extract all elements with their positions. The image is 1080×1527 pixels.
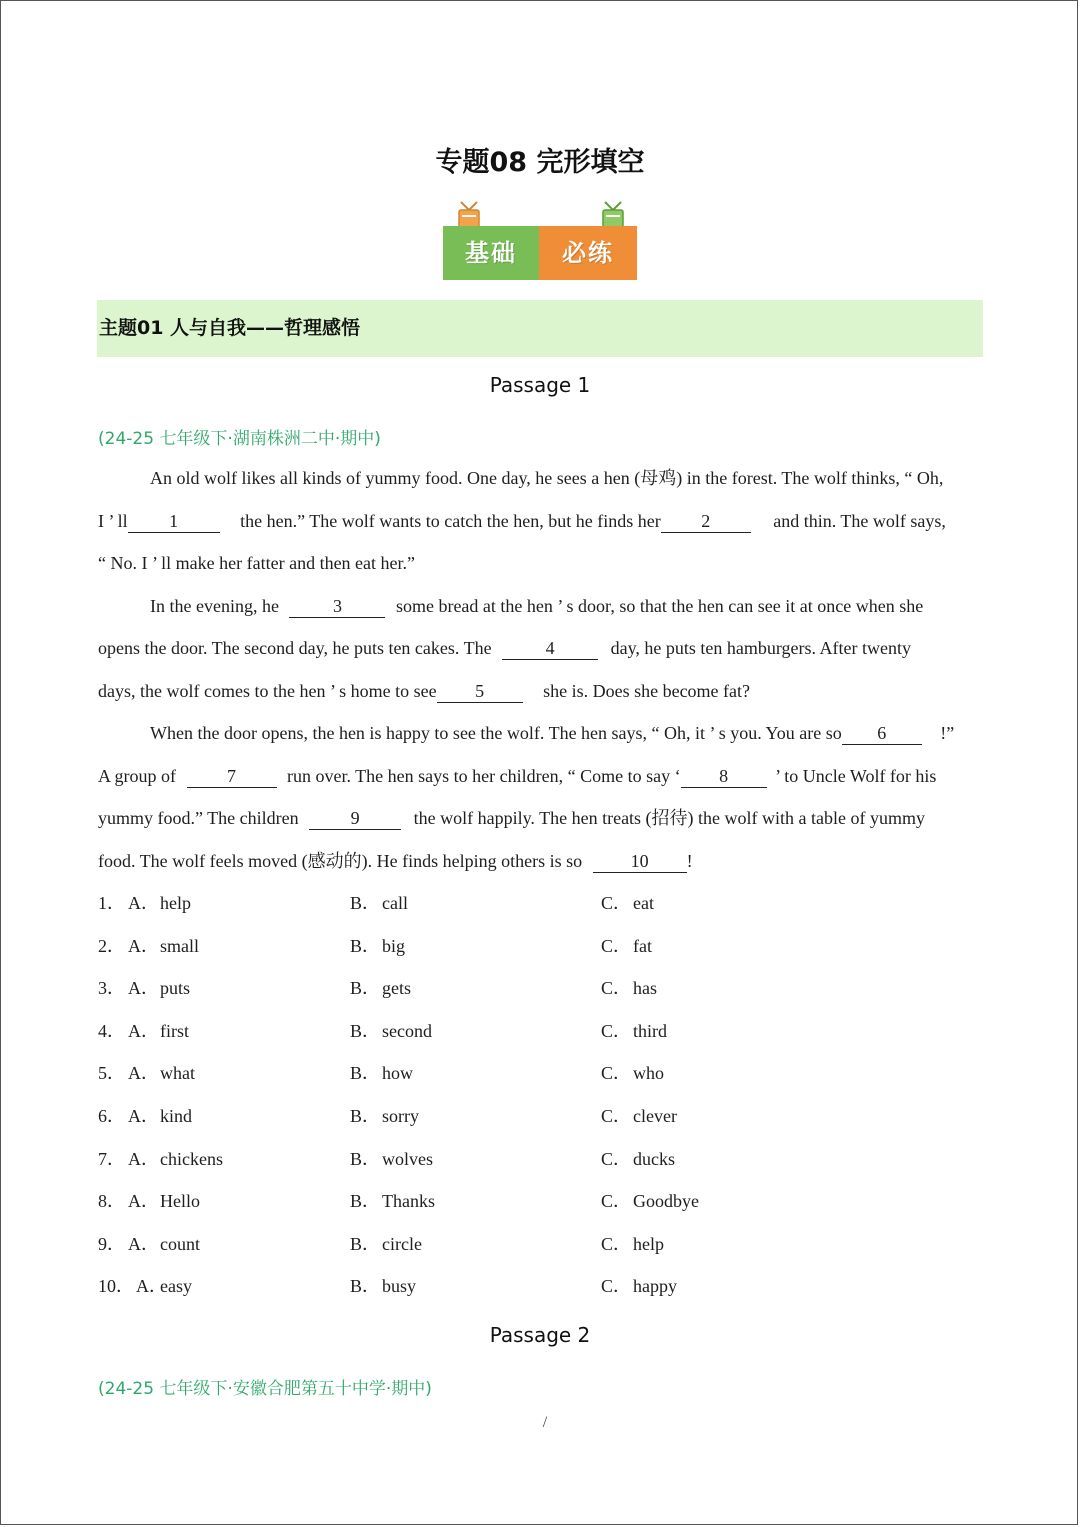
badge-basic-practice bbox=[443, 200, 639, 282]
option-row bbox=[98, 1053, 898, 1093]
option-a-text: what bbox=[160, 1063, 195, 1084]
option-c-text: ducks bbox=[633, 1148, 675, 1169]
passage-line bbox=[98, 798, 994, 838]
option-row bbox=[98, 1181, 898, 1221]
option-row bbox=[98, 1266, 898, 1306]
option-a-letter: A． bbox=[128, 1191, 159, 1212]
passage-line bbox=[98, 628, 994, 668]
passage-text: and thin. The wolf says, bbox=[773, 511, 946, 531]
passage-text: days, the wolf comes to the hen ’ s home to see bbox=[98, 681, 437, 701]
passage-line bbox=[98, 501, 994, 541]
passage-text: yummy food.” The children bbox=[98, 808, 299, 828]
option-b-letter: B． bbox=[350, 1148, 381, 1169]
option-b-letter: B． bbox=[350, 1063, 381, 1084]
passage-text: some bread at the hen ’ s door, so that the hen can see it at once when she bbox=[395, 596, 924, 616]
option-b-letter: B． bbox=[350, 1106, 381, 1126]
option-b-text: sorry bbox=[382, 1106, 419, 1126]
passage-text: !” bbox=[940, 723, 955, 743]
option-a-text: easy bbox=[160, 1276, 192, 1297]
question-number: 8． bbox=[98, 1191, 125, 1212]
blank-4: 4 bbox=[502, 637, 598, 660]
option-c-letter: C． bbox=[601, 1233, 632, 1254]
option-a-text: puts bbox=[160, 978, 191, 999]
passage-line bbox=[150, 458, 994, 498]
option-b-letter: B． bbox=[350, 893, 381, 913]
passage-line bbox=[98, 671, 994, 711]
passage-text: the wolf happily. The hen treats (招待) the wolf with a table of yummy bbox=[413, 808, 925, 828]
passage-text: the hen.” The wolf wants to catch the hen, but he finds her bbox=[240, 511, 661, 531]
option-b-text: wolves bbox=[382, 1148, 433, 1169]
option-a-text: count bbox=[160, 1233, 200, 1254]
page-number: / bbox=[542, 1414, 548, 1431]
question-number: 4． bbox=[98, 1020, 125, 1041]
option-a-text: chickens bbox=[160, 1148, 223, 1169]
option-a-letter: A． bbox=[128, 1063, 159, 1084]
option-b-text: second bbox=[382, 1020, 432, 1041]
option-b-letter: B． bbox=[350, 935, 381, 956]
passage-text: ! bbox=[686, 851, 693, 871]
option-row bbox=[98, 883, 898, 923]
option-row bbox=[98, 1011, 898, 1051]
passage-text: A group of bbox=[98, 766, 176, 786]
option-row bbox=[98, 1224, 898, 1264]
option-b-text: call bbox=[382, 893, 408, 913]
blank-1: 1 bbox=[128, 510, 220, 533]
passage-text: run over. The hen says to her children, “ Come to say ‘ bbox=[287, 766, 681, 786]
option-c-text: third bbox=[633, 1020, 667, 1041]
question-number: 9． bbox=[98, 1233, 125, 1254]
option-row bbox=[98, 926, 898, 966]
option-a-letter: A． bbox=[136, 1276, 167, 1297]
option-c-text: happy bbox=[633, 1276, 677, 1297]
badge-right-label: 必练 bbox=[539, 226, 637, 280]
option-b-letter: B． bbox=[350, 1020, 381, 1041]
option-b-text: big bbox=[382, 935, 406, 956]
option-a-text: kind bbox=[160, 1106, 193, 1126]
option-b-text: circle bbox=[382, 1233, 422, 1254]
option-a-text: first bbox=[160, 1020, 189, 1041]
question-number: 5． bbox=[98, 1063, 125, 1084]
blank-6: 6 bbox=[842, 722, 922, 745]
option-b-text: gets bbox=[382, 978, 411, 999]
option-a-letter: A． bbox=[128, 1020, 159, 1041]
option-c-text: eat bbox=[633, 893, 654, 913]
blank-8: 8 bbox=[681, 765, 767, 788]
option-c-text: has bbox=[633, 978, 657, 999]
option-c-text: clever bbox=[633, 1106, 677, 1126]
option-row bbox=[98, 968, 898, 1008]
blank-2: 2 bbox=[661, 510, 751, 533]
passage-line bbox=[98, 543, 994, 583]
option-c-letter: C． bbox=[601, 1276, 632, 1297]
option-a-letter: A． bbox=[128, 978, 159, 999]
option-b-letter: B． bbox=[350, 1191, 381, 1212]
option-c-letter: C． bbox=[601, 1020, 632, 1041]
option-row bbox=[98, 1139, 898, 1179]
passage-text: day, he puts ten hamburgers. After twenty bbox=[610, 638, 912, 658]
option-c-letter: C． bbox=[601, 893, 632, 913]
blank-3: 3 bbox=[289, 595, 385, 618]
passage-1-source: (24-25 七年级下·湖南株洲二中·期中) bbox=[98, 429, 381, 449]
option-b-text: Thanks bbox=[382, 1191, 435, 1212]
blank-10: 10 bbox=[593, 850, 687, 873]
option-a-letter: A． bbox=[128, 1233, 159, 1254]
option-b-letter: B． bbox=[350, 1276, 381, 1297]
option-a-text: small bbox=[160, 935, 199, 956]
blank-9: 9 bbox=[309, 807, 401, 830]
question-number: 7． bbox=[98, 1148, 125, 1169]
passage-2-source: (24-25 七年级下·安徽合肥第五十中学·期中) bbox=[98, 1379, 432, 1399]
theme-heading: 主题01 人与自我——哲理感悟 bbox=[97, 300, 983, 357]
option-a-letter: A． bbox=[128, 1106, 159, 1126]
passage-text: opens the door. The second day, he puts ten cakes. The bbox=[98, 638, 492, 658]
question-number: 6． bbox=[98, 1106, 125, 1126]
badge-left-label: 基础 bbox=[443, 226, 539, 280]
passage-text: food. The wolf feels moved (感动的). He finds helping others is so bbox=[98, 851, 583, 871]
document-title: 专题08 完形填空 bbox=[435, 147, 645, 178]
option-b-text: busy bbox=[382, 1276, 417, 1297]
option-c-text: help bbox=[633, 1233, 664, 1254]
passage-line bbox=[150, 586, 994, 626]
option-b-text: how bbox=[382, 1063, 413, 1084]
option-a-text: Hello bbox=[160, 1191, 200, 1212]
passage-text: “ No. I ’ ll make her fatter and then eat her.” bbox=[98, 553, 416, 573]
option-c-text: fat bbox=[633, 935, 652, 956]
question-number: 1． bbox=[98, 893, 125, 913]
option-c-text: Goodbye bbox=[633, 1191, 699, 1212]
option-b-letter: B． bbox=[350, 978, 381, 999]
option-b-letter: B． bbox=[350, 1233, 381, 1254]
question-number: 10． bbox=[98, 1276, 134, 1297]
passage-line bbox=[150, 713, 1000, 753]
passage-text: When the door opens, the hen is happy to see the wolf. The hen says, “ Oh, it ’ s you. You are so bbox=[150, 723, 842, 743]
option-c-text: who bbox=[633, 1063, 664, 1084]
option-c-letter: C． bbox=[601, 1148, 632, 1169]
option-a-letter: A． bbox=[128, 1148, 159, 1169]
passage-2-title: Passage 2 bbox=[489, 1323, 591, 1347]
option-a-text: help bbox=[160, 893, 191, 913]
option-c-letter: C． bbox=[601, 1106, 632, 1126]
blank-7: 7 bbox=[187, 765, 277, 788]
option-a-letter: A． bbox=[128, 893, 159, 913]
passage-text: ’ to Uncle Wolf for his bbox=[775, 766, 937, 786]
passage-text: In the evening, he bbox=[150, 596, 279, 616]
passage-line bbox=[98, 756, 994, 796]
passage-1-title: Passage 1 bbox=[489, 373, 591, 397]
question-number: 3． bbox=[98, 978, 125, 999]
question-number: 2． bbox=[98, 935, 125, 956]
option-a-letter: A． bbox=[128, 935, 159, 956]
option-c-letter: C． bbox=[601, 1191, 632, 1212]
option-c-letter: C． bbox=[601, 978, 632, 999]
passage-line bbox=[98, 841, 994, 881]
passage-text: she is. Does she become fat? bbox=[543, 681, 751, 701]
passage-text: I ’ ll bbox=[98, 511, 128, 531]
option-c-letter: C． bbox=[601, 935, 632, 956]
blank-5: 5 bbox=[437, 680, 523, 703]
passage-text: An old wolf likes all kinds of yummy food. One day, he sees a hen (母鸡) in the forest. The wolf thinks, “ Oh, bbox=[150, 468, 944, 488]
option-row bbox=[98, 1096, 898, 1136]
option-c-letter: C． bbox=[601, 1063, 632, 1084]
